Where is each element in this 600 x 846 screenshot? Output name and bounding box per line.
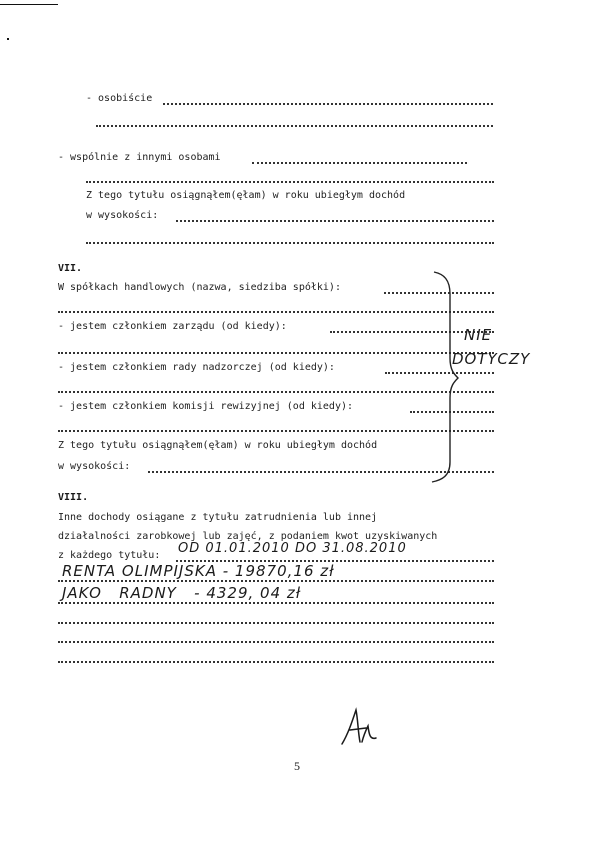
scan-artifact-dot (7, 38, 9, 40)
viii-dots-5 (58, 641, 494, 643)
handwritten-period: OD 01.01.2010 DO 31.08.2010 (178, 541, 407, 556)
companies-label: W spółkach handlowych (nazwa, siedziba spółki): (58, 282, 341, 293)
handwritten-note-line1: NIE (464, 326, 493, 344)
board-label: - jestem członkiem zarządu (od kiedy): (58, 321, 287, 332)
cont-income-dots-2 (86, 242, 494, 244)
viii-dots-6 (58, 661, 494, 663)
joint-label: - wspólnie z innymi osobami (58, 152, 221, 163)
viii-line3: z każdego tytułu: (58, 550, 161, 561)
personal-dots-1 (163, 103, 493, 105)
handwritten-entry-1: RENTA OLIMPIJSKA - 19870,16 zł (62, 562, 335, 580)
audit-label: - jestem członkiem komisji rewizyjnej (od kiedy): (58, 401, 354, 412)
personal-label: - osobiście (86, 93, 153, 104)
handwritten-note-line2: DOTYCZY (452, 350, 531, 368)
viii-dots-4 (58, 622, 494, 624)
signature-icon (336, 704, 382, 750)
viii-dots-3 (58, 602, 494, 604)
section-viii-heading: VIII. (58, 492, 89, 503)
handwritten-brace-icon (428, 266, 468, 486)
cont-income-line1: Z tego tytułu osiągnąłem(ęłam) w roku ubiegłym dochód (86, 190, 406, 201)
scan-artifact-line (0, 4, 58, 5)
vii-income-line2: w wysokości: (58, 461, 131, 472)
cont-income-dots-1 (176, 220, 494, 222)
handwritten-entry-2: JAKO RADNY - 4329, 04 zł (62, 584, 302, 602)
viii-dots-2 (58, 580, 494, 582)
page-number: 5 (294, 759, 300, 773)
cont-income-line2: w wysokości: (86, 210, 159, 221)
viii-line1: Inne dochody osiągane z tytułu zatrudnienia lub innej (58, 512, 378, 523)
joint-dots-2 (86, 181, 494, 183)
personal-dots-2 (96, 125, 493, 127)
supervisory-label: - jestem członkiem rady nadzorczej (od kiedy): (58, 362, 335, 373)
joint-dots-1 (252, 162, 467, 164)
section-vii-heading: VII. (58, 263, 83, 274)
viii-line2: działalności zarobkowej lub zajęć, z podaniem kwot uzyskiwanych (58, 531, 438, 542)
vii-income-line1: Z tego tytułu osiągnąłem(ęłam) w roku ubiegłym dochód (58, 440, 378, 451)
